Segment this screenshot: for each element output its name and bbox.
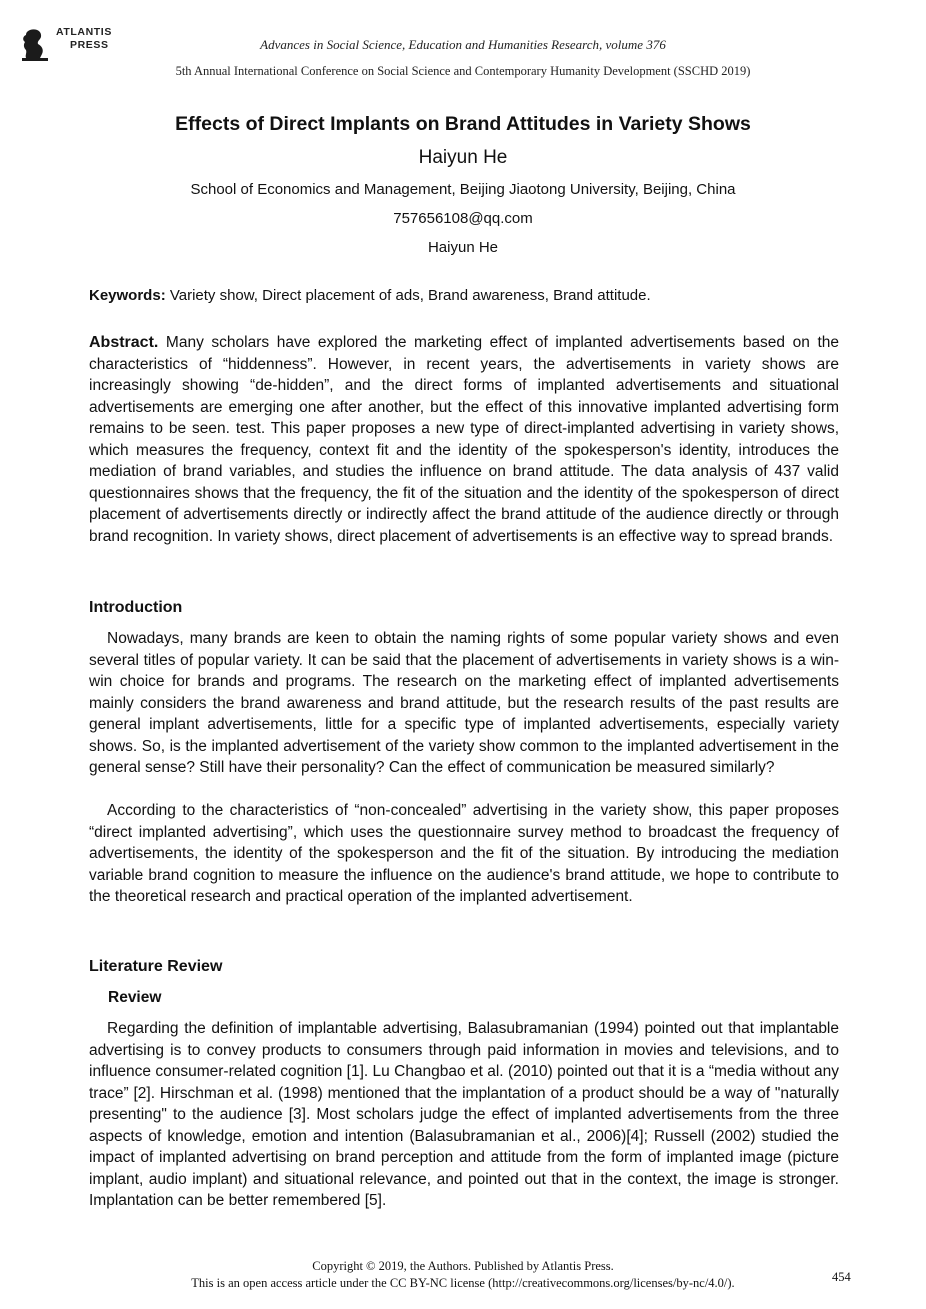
author-affiliation: School of Economics and Management, Beijing Jiaotong University, Beijing, China bbox=[190, 181, 736, 198]
journal-header: Advances in Social Science, Education and Humanities Research, volume 376 bbox=[260, 37, 666, 52]
paper-title: Effects of Direct Implants on Brand Attitudes in Variety Shows bbox=[175, 113, 751, 135]
section-heading-introduction: Introduction bbox=[89, 599, 183, 616]
subsection-heading-review: Review bbox=[108, 989, 162, 1006]
section-heading-literature-review: Literature Review bbox=[89, 958, 223, 975]
logo-text-line2: PRESS bbox=[70, 39, 109, 51]
abstract-label: Abstract. bbox=[89, 334, 159, 351]
corresponding-author: Haiyun He bbox=[427, 239, 499, 256]
page-number: 454 bbox=[832, 1270, 851, 1284]
keywords-label: Keywords: bbox=[89, 287, 166, 304]
abstract-paragraph bbox=[89, 332, 839, 547]
author-email: 757656108@qq.com bbox=[393, 210, 533, 227]
intro-paragraph-1: Nowadays, many brands are keen to obtain the naming rights of some popular variety shows and even several titles of popular variety. It can be said that the placement of advertisements in variety shows is a win-win choice for brands and programs. The research on the marketing effect of implanted advertisements mainly considers the brand awareness and brand attitude, but the research results of the past results are general implant advertisements, little for a specific type of implanted advertisements, especially variety shows. So, is the implanted advertisement of the variety show common to the implanted advertisement in the general sense? Still have their personality? Can the effect of communication be measured similarly? bbox=[89, 630, 839, 776]
paper-author: Haiyun He bbox=[418, 147, 508, 168]
conference-header: 5th Annual International Conference on Social Science and Contemporary Humanity Development (SSCHD 2019) bbox=[175, 64, 751, 78]
keywords-text: Variety show, Direct placement of ads, Brand awareness, Brand attitude. bbox=[165, 287, 651, 304]
logo-text-line1: ATLANTIS bbox=[56, 26, 112, 38]
intro-paragraph-2: According to the characteristics of “non-concealed” advertising in the variety show, this paper proposes “direct implanted advertising”, which uses the questionnaire survey method to broadcast the frequency of advertisements, the identity of the spokesperson and the fit of the situation. By introducing the mediation variable brand cognition to measure the influence on the audience's brand attitude, we hope to contribute to the theoretical research and practical operation of the implanted advertisement. bbox=[89, 802, 839, 905]
footer-copyright: Copyright © 2019, the Authors. Published by Atlantis Press. bbox=[312, 1259, 614, 1273]
abstract-text: Many scholars have explored the marketing effect of implanted advertisements based on the characteristics of “hiddenness”. However, in recent years, the advertisements in variety shows are increasingly showing “de-hidden”, and the direct forms of implanted advertisements and situational advertisements are emerging one after another, but the effect of this innovative implanted advertising form remains to be seen. test. This paper proposes a new type of direct-implanted advertising in variety shows, which measures the frequency, context fit and the identity of the spokesperson's identity, introduces the mediation of brand variables, and studies the influence on brand attitude. The data analysis of 437 valid questionnaires shows that the frequency, the fit of the situation and the identity of the spokesperson of direct placement of advertisements directly or indirectly affect the brand attitude of the audience directly or through brand recognition. In variety shows, direct placement of advertisements is an effective way to spread brands. bbox=[89, 334, 839, 545]
footer-license: This is an open access article under the CC BY-NC license (http://creativecommons.org/licenses/by-nc/4.0/). bbox=[191, 1276, 735, 1290]
literature-paragraph-1: Regarding the definition of implantable advertising, Balasubramanian (1994) pointed out that implantable advertising is to convey products to consumers through paid information in movies and televisions, and to influence consumer-related cognition [1]. Lu Changbao et al. (2010) pointed out that it is a “media without any trace” [2]. Hirschman et al. (1998) mentioned that the implantation of a product should be a way of "naturally presenting" to the audience [3]. Most scholars judge the effect of implanted advertisements from the three aspects of knowledge, emotion and intention (Balasubramanian et al., 2006)[4]; Russell (2002) studied the impact of implanted advertising on brand perception and attitude from the form of implanted image (picture implant, audio implant) and situational relevance, and pointed out that in the context, the image is stronger. Implantation can be better remembered [5]. bbox=[89, 1020, 839, 1209]
keywords-line bbox=[89, 287, 839, 304]
